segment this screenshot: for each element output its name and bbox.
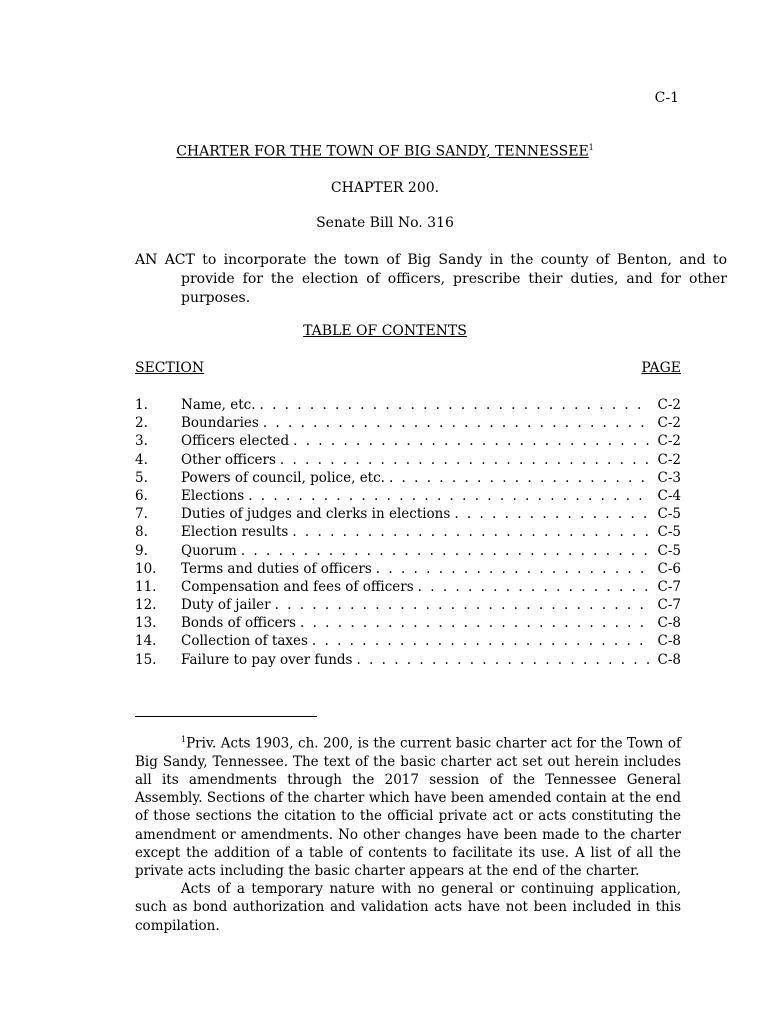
toc-entry: [135, 396, 681, 414]
toc-header: [135, 360, 681, 376]
toc-entry-label: Duties of judges and clerks in elections: [181, 506, 451, 523]
toc-leader-dots: [275, 596, 649, 614]
toc-leader-dots: [376, 560, 649, 578]
toc-entry: [135, 469, 681, 487]
toc-entry-page: C-8: [657, 633, 681, 650]
toc-title: TABLE OF CONTENTS: [303, 323, 467, 339]
footnote-text-1: Priv. Acts 1903, ch. 200, is the current basic charter act for the Town of Big Sandy, Tennessee. The text of the basic charter act set out herein includes all its amendments through the 2017 session of the Tennessee General Assembly. Sections of the charter which have been amended contain at the end of those sections the citation to the official private act or acts constituting the amendment or amendments. No other changes have been made to the charter except the addition of a table of contents to facilitate its use. A list of all the private acts including the basic charter appears at the end of the charter.: [135, 735, 681, 879]
toc-entry-number: 3.: [135, 433, 148, 450]
toc-entry-page: C-2: [657, 451, 681, 468]
toc-entry-label: Name, etc.: [181, 397, 256, 413]
act-preamble: AN ACT to incorporate the town of Big Sandy in the county of Benton, and to provide for the election of officers, prescribe their duties, and for other purposes.: [135, 252, 727, 306]
toc-entry-number: 10.: [135, 560, 157, 577]
toc-entry-number: 4.: [135, 451, 148, 468]
chapter-heading: CHAPTER 200.: [330, 180, 440, 196]
charter-title: [0, 143, 770, 160]
toc-list: [135, 396, 681, 669]
toc-entry-number: 13.: [135, 615, 157, 632]
toc-leader-dots: [280, 451, 649, 469]
toc-entry-number: 11.: [135, 578, 157, 595]
toc-entry-label: Bonds of officers: [181, 615, 296, 632]
toc-leader-dots: [263, 414, 649, 432]
toc-entry: [135, 451, 681, 469]
footnote-paragraph-2: Acts of a temporary nature with no general or continuing application, such as bond authorization and validation acts have not been included in this compilation.: [135, 881, 681, 934]
toc-entry: [135, 505, 681, 523]
toc-entry-label: Terms and duties of officers: [181, 560, 372, 577]
toc-entry-page: C-7: [657, 578, 681, 595]
toc-entry-number: 14.: [135, 633, 157, 650]
toc-entry: [135, 414, 681, 432]
toc-entry-number: 5.: [135, 469, 148, 486]
toc-leader-dots: [248, 487, 649, 505]
toc-entry-label: Election results: [181, 524, 289, 541]
toc-entry-page: C-8: [657, 615, 681, 632]
toc-entry-page: C-4: [657, 487, 681, 504]
toc-entry: [135, 523, 681, 541]
toc-entry-label: Compensation and fees of officers: [181, 578, 414, 595]
title-footnote-ref: 1: [588, 143, 594, 152]
toc-entry: [135, 632, 681, 650]
toc-entry-label: Elections: [181, 487, 245, 504]
toc-entry-label: Other officers: [181, 451, 276, 468]
toc-entry-number: 2.: [135, 415, 148, 432]
toc-entry: [135, 596, 681, 614]
toc-entry: [135, 578, 681, 596]
toc-leader-dots: [356, 651, 649, 669]
toc-entry-number: 6.: [135, 487, 148, 504]
footnote-marker: 1: [181, 735, 187, 744]
toc-entry-page: C-7: [657, 597, 681, 614]
toc-entry-page: C-2: [657, 397, 681, 413]
charter-title-text: CHARTER FOR THE TOWN OF BIG SANDY, TENNESSEE: [176, 143, 589, 160]
toc-leader-dots: [292, 523, 649, 541]
toc-leader-dots: [293, 432, 649, 450]
toc-entry-page: C-6: [657, 560, 681, 577]
toc-entry: [135, 651, 681, 669]
toc-entry-page: C-2: [657, 433, 681, 450]
toc-entry-label: Boundaries: [181, 415, 259, 432]
toc-entry-page: C-2: [657, 415, 681, 432]
toc-leader-dots: [454, 505, 649, 523]
toc-entry-number: 1.: [135, 397, 148, 413]
toc-leader-dots: [418, 578, 649, 596]
toc-entry-page: C-8: [657, 651, 681, 668]
toc-entry-number: 12.: [135, 597, 157, 614]
toc-section-label: SECTION: [135, 360, 205, 376]
toc-entry-label: Officers elected: [181, 433, 290, 450]
bill-number: Senate Bill No. 316: [316, 215, 454, 231]
toc-entry-number: 9.: [135, 542, 148, 559]
footnote-divider: [135, 716, 317, 717]
toc-leader-dots: [241, 542, 649, 560]
toc-entry: [135, 542, 681, 560]
toc-entry-page: C-5: [657, 542, 681, 559]
toc-entry: [135, 614, 681, 632]
toc-page-label: PAGE: [641, 360, 681, 376]
toc-entry-page: C-5: [657, 524, 681, 541]
toc-entry: [135, 560, 681, 578]
toc-leader-dots: [389, 469, 649, 487]
toc-entry-label: Powers of council, police, etc.: [181, 469, 385, 486]
footnote: [135, 731, 681, 935]
page-number: C-1: [654, 90, 679, 106]
toc-entry-page: C-3: [657, 469, 681, 486]
toc-leader-dots: [300, 614, 649, 632]
toc-entry-number: 15.: [135, 651, 157, 668]
footnote-paragraph-1: [135, 731, 681, 880]
toc-entry: [135, 432, 681, 450]
toc-leader-dots: [312, 632, 649, 650]
toc-entry-page: C-5: [657, 506, 681, 523]
toc-entry-label: Quorum: [181, 542, 237, 559]
toc-entry-label: Collection of taxes: [181, 633, 308, 650]
toc-leader-dots: [260, 396, 649, 414]
toc-entry-number: 7.: [135, 506, 148, 523]
toc-entry-number: 8.: [135, 524, 148, 541]
toc-entry: [135, 487, 681, 505]
toc-entry-label: Duty of jailer: [181, 597, 271, 614]
toc-entry-label: Failure to pay over funds: [181, 651, 353, 668]
